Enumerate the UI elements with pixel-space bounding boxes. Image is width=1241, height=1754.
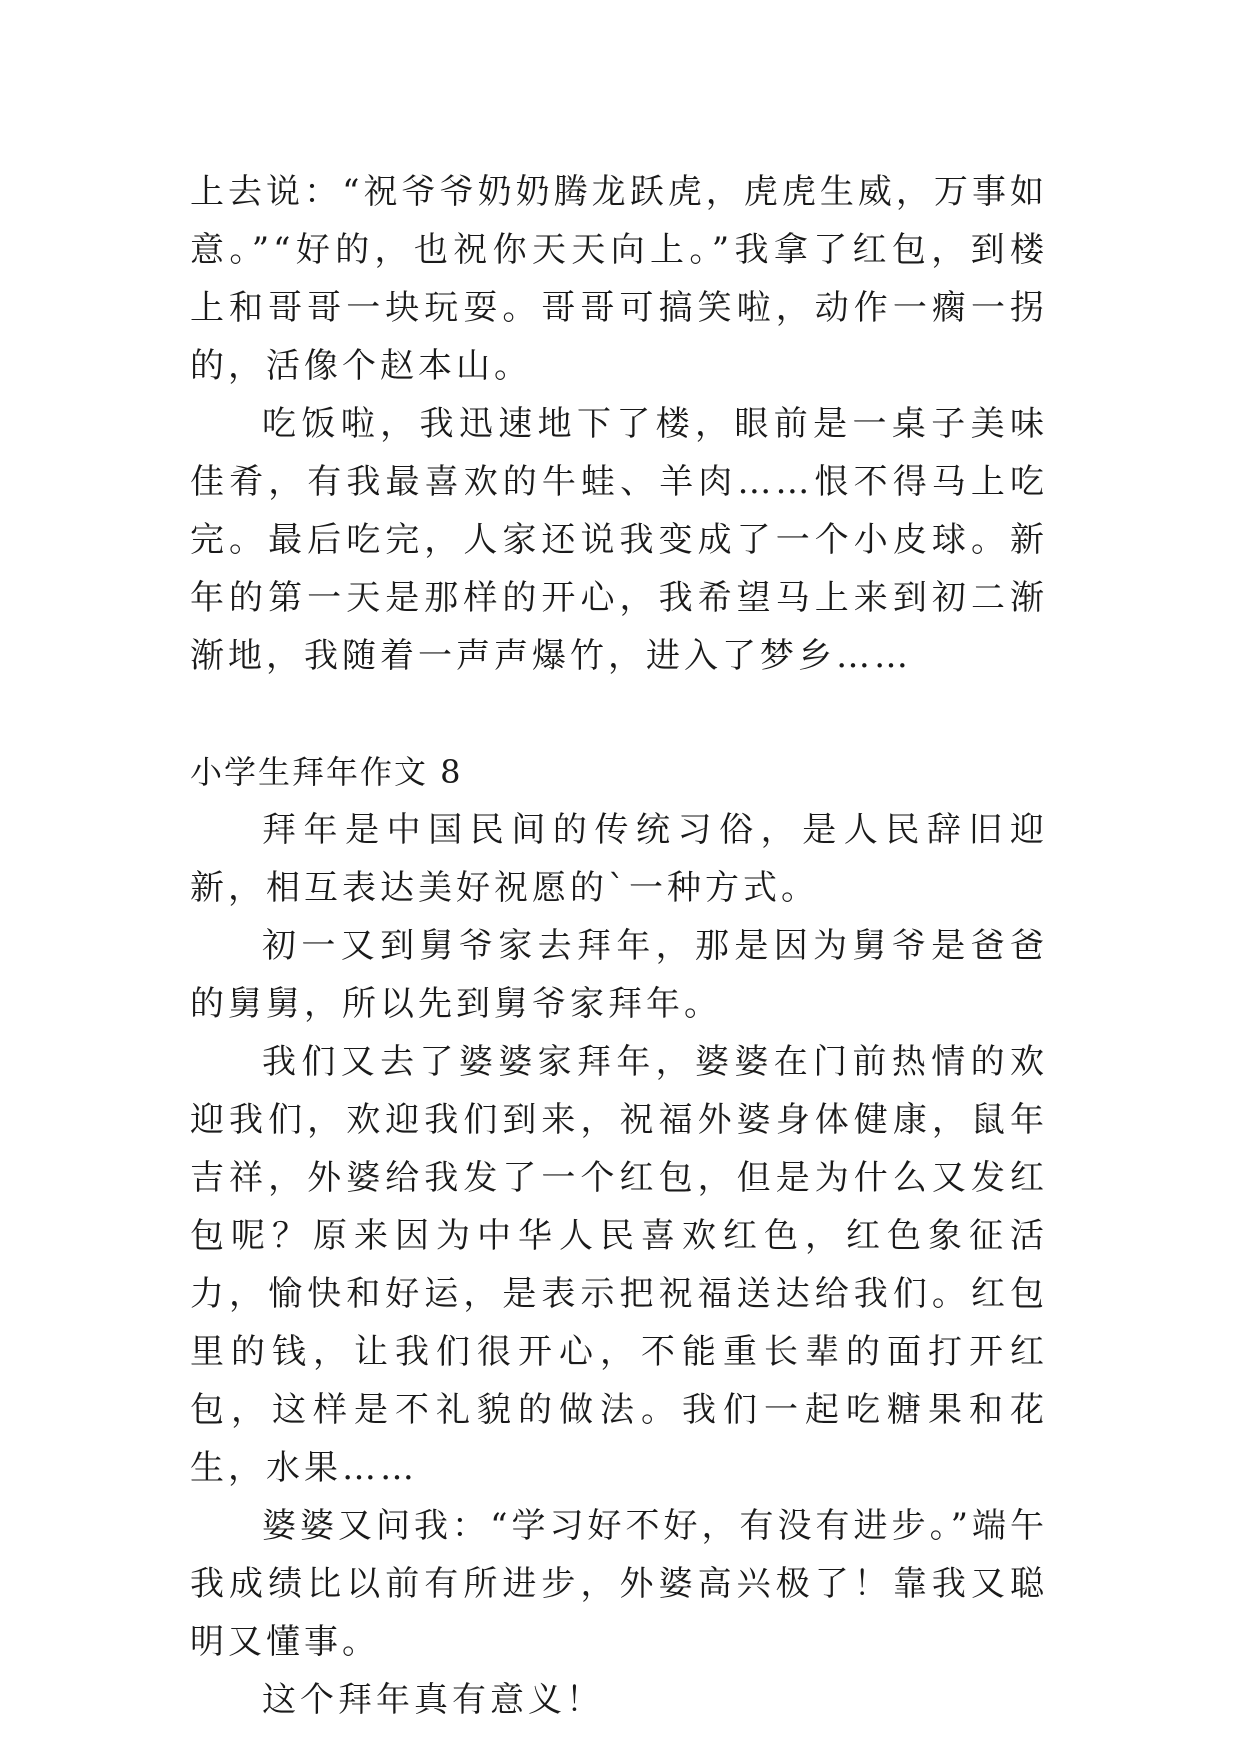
section-title: 小学生拜年作文 8 — [190, 753, 463, 791]
paragraph-conclusion: 这个拜年真有意义！ — [262, 1680, 604, 1720]
paragraph-continuation: 上去说：“祝爷爷奶奶腾龙跃虎，虎虎生威，万事如意。”“好的，也祝你天天向上。”我拿了红包，到楼上和哥哥一块玩耍。哥哥可搞笑啦，动作一瘸一拐的，活像个赵本山。 — [190, 172, 1048, 386]
paragraph-dinner: 吃饭啦，我迅速地下了楼，眼前是一桌子美味佳肴，有我最喜欢的牛蛙、羊肉……恨不得马上吃完。最后吃完，人家还说我变成了一个小皮球。新年的第一天是那样的开心，我希望马上来到初二渐渐地，我随着一声声爆竹，进入了梦乡…… — [190, 404, 1048, 676]
paragraph-grandma-question: 婆婆又问我：“学习好不好，有没有进步。”端午我成绩比以前有所进步，外婆高兴极了！靠我又聪明又懂事。 — [190, 1506, 1048, 1662]
section-spacer — [190, 685, 1048, 743]
document-body — [190, 163, 1048, 1729]
paragraph-uncle-visit: 初一又到舅爷家去拜年，那是因为舅爷是爸爸的舅舅，所以先到舅爷家拜年。 — [190, 926, 1048, 1024]
paragraph-grandma-visit: 我们又去了婆婆家拜年，婆婆在门前热情的欢迎我们，欢迎我们到来，祝福外婆身体健康，鼠年吉祥，外婆给我发了一个红包，但是为什么又发红包呢？原来因为中华人民喜欢红色，红色象征活力，愉快和好运，是表示把祝福送达给我们。红包里的钱，让我们很开心，不能重长辈的面打开红包，这样是不礼貌的做法。我们一起吃糖果和花生，水果…… — [190, 1042, 1048, 1488]
paragraph-intro: 拜年是中国民间的传统习俗，是人民辞旧迎新，相互表达美好祝愿的`一种方式。 — [190, 810, 1048, 908]
